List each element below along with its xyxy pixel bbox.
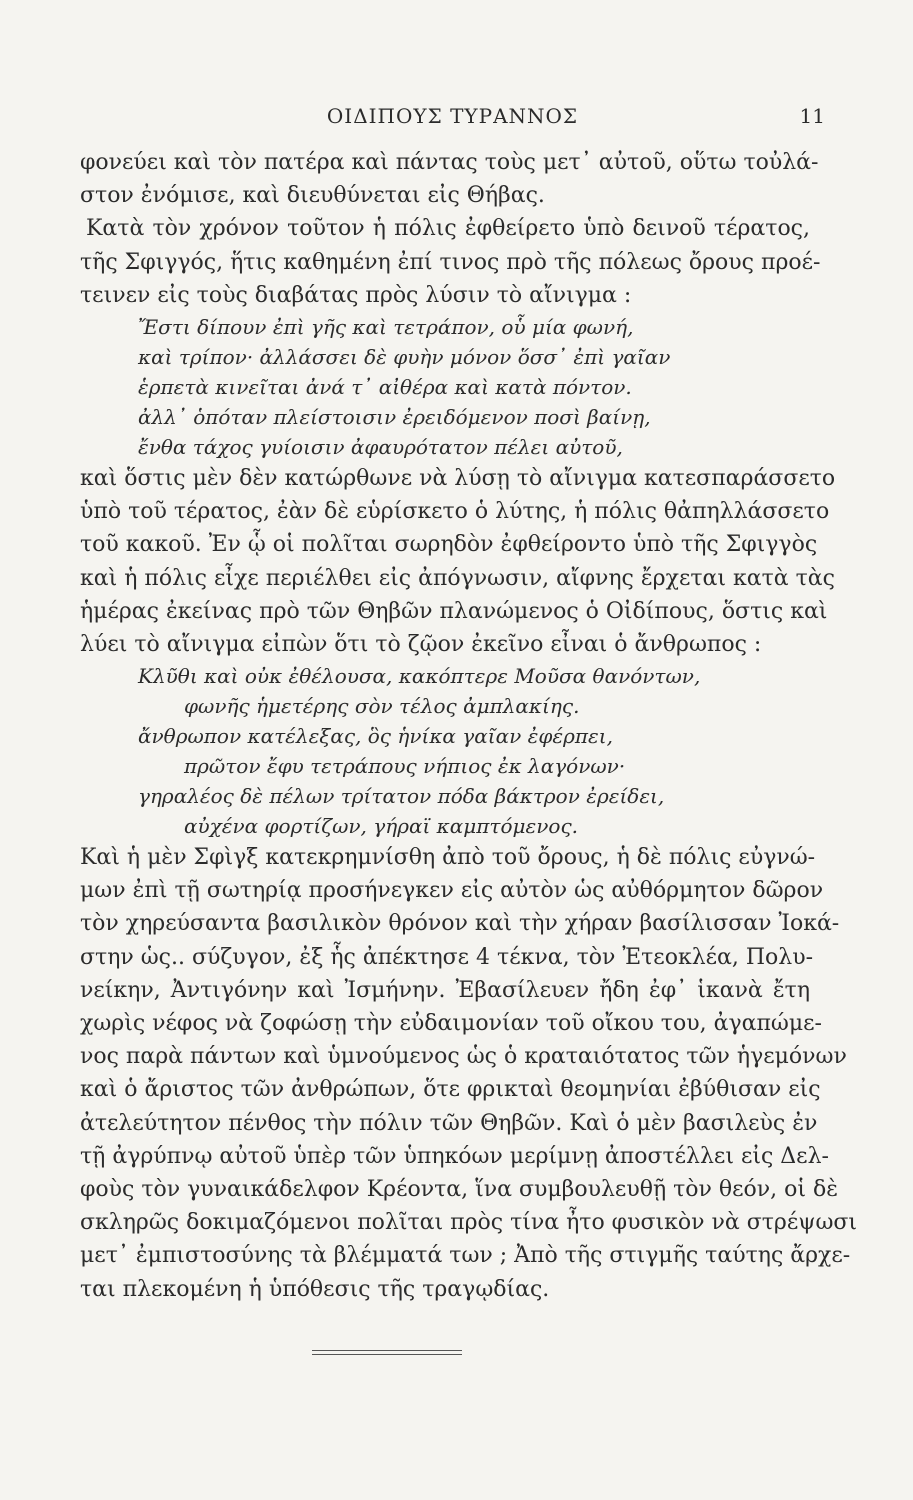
text-line: ἀτελεύτητον πένθος τὴν πόλιν τῶν Θηβῶν. Καὶ ὁ μὲν βασιλεὺς ἐν [80,1110,818,1136]
verse-line: ἄνθρωπον κατέλεξας, ὃς ἡνίκα γαῖαν ἐφέρπει, [138,724,613,749]
text-line: Καὶ ἡ μὲν Σφὶγξ κατεκρημνίσθη ἀπὸ τοῦ ὄρους, ἡ δὲ πόλις εὐγνώ- [80,845,816,871]
text-line: καὶ ὅστις μὲν δὲν κατώρθωνε νὰ λύσῃ τὸ αἴνιγμα κατεσπαράσσετο [80,465,836,491]
text-line: τῇ ἀγρύπνῳ αὐτοῦ ὑπὲρ τῶν ὑπηκόων μερίμνῃ ἀποστέλλει εἰς Δελ- [80,1143,829,1169]
text-line: φονεύει καὶ τὸν πατέρα καὶ πάντας τοὺς μετ᾽ αὐτοῦ, οὕτω τοὐλά- [80,150,819,175]
text-line: τοῦ κακοῦ. Ἐν ᾧ οἱ πολῖται σωρηδὸν ἐφθείροντο ὑπὸ τῆς Σφιγγὸς [80,532,818,558]
verse-line: ἑρπετὰ κινεῖται ἀνά τ᾽ αἰθέρα καὶ κατὰ πόντον. [138,374,632,399]
verse-line: Ἔστι δίπουν ἐπὶ γῆς καὶ τετράπον, οὗ μία φωνή, [138,314,634,339]
body-text [80,146,858,1306]
text-line: φοὺς τὸν γυναικάδελφον Κρέοντα, ἵνα συμβουλευθῇ τὸν θεόν, οἱ δὲ [80,1176,839,1202]
verse-line: ἔνθα τάχος γυίοισιν ἀφαυρότατον πέλει αὐτοῦ, [138,434,623,459]
text-line: τεινεν εἰς τοὺς διαβάτας πρὸς λύσιν τὸ αἴνιγμα : [80,282,632,308]
text-line: λύει τὸ αἴνιγμα εἰπὼν ὅτι τὸ ζῷον ἐκεῖνο εἶναι ὁ ἄνθρωπος : [80,631,762,657]
page-header [80,104,825,134]
verse-line: ἀλλ᾽ ὁπόταν πλείστοισιν ἐρειδόμενον ποσὶ βαίνῃ, [138,404,651,429]
text-line: στην ὡς.. σύζυγον, ἐξ ἧς ἀπέκτησε 4 τέκνα, τὸν Ἐτεοκλέα, Πολυ- [80,944,814,970]
text-line: στον ἐνόμισε, καὶ διευθύνεται εἰς Θήβας. [80,183,545,209]
page-number: 11 [799,104,825,128]
text-line: μετ᾽ ἐμπιστοσύνης τὰ βλέμματά των ; Ἀπὸ τῆς στιγμῆς ταύτης ἄρχε- [80,1243,851,1269]
text-line: νείκην, Ἀντιγόνην καὶ Ἰσμήνην. Ἐβασίλευεν ἤδη ἐφ᾽ ἱκανὰ ἔτη [80,977,810,1003]
verse-line: γηραλέος δὲ πέλων τρίτατον πόδα βάκτρον ἐρείδει, [138,784,665,809]
text-line: μων ἐπὶ τῇ σωτηρίᾳ προσήνεγκεν εἰς αὐτὸν ὡς αὐθόρμητον δῶρον [80,878,824,904]
verse-line: Κλῦθι καὶ οὐκ ἐθέλουσα, κακόπτερε Μοῦσα θανόντων, [138,664,701,689]
text-line: χωρὶς νέφος νὰ ζοφώσῃ τὴν εὐδαιμονίαν τοῦ οἴκου του, ἀγαπώμε- [80,1011,822,1036]
end-rule [312,1350,462,1355]
text-line: ἡμέρας ἐκείνας πρὸ τῶν Θηβῶν πλανώμενος ὁ Οἰδίπους, ὅστις καὶ [80,598,828,624]
text-line: καὶ ἡ πόλις εἶχε περιέλθει εἰς ἀπόγνωσιν, αἴφνης ἔρχεται κατὰ τὰς [80,565,835,591]
text-line: ται πλεκομένη ἡ ὑπόθεσις τῆς τραγῳδίας. [80,1276,550,1302]
verse-line: καὶ τρίπον· ἀλλάσσει δὲ φυὴν μόνον ὅσσ᾽ ἐπὶ γαῖαν [138,344,671,369]
text-line: καὶ ὁ ἄριστος τῶν ἀνθρώπων, ὅτε φρικταὶ θεομηνίαι ἐβύθισαν εἰς [80,1077,821,1103]
text-line: Κατὰ τὸν χρόνον τοῦτον ἡ πόλις ἐφθείρετο ὑπὸ δεινοῦ τέρατος, [86,216,810,242]
verse-line: πρῶτον ἔφυ τετράπους νήπιος ἐκ λαγόνων· [184,754,626,779]
running-title: ΟΙΔΙΠΟΥΣ ΤΥΡΑΝΝΟΣ [326,104,579,128]
text-line: νος παρὰ πάντων καὶ ὑμνούμενος ὡς ὁ κραταιότατος τῶν ἡγεμόνων [80,1044,847,1070]
verse-line: αὐχένα φορτίζων, γήραϊ καμπτόμενος. [184,814,579,839]
text-line: ὑπὸ τοῦ τέρατος, ἐὰν δὲ εὑρίσκετο ὁ λύτης, ἡ πόλις θἀπηλλάσσετο [80,499,830,525]
text-line: σκληρῶς δοκιμαζόμενοι πολῖται πρὸς τίνα ἦτο φυσικὸν νὰ στρέψωσι [80,1210,858,1236]
text-line: τῆς Σφιγγός, ἥτις καθημένη ἐπί τινος πρὸ τῆς πόλεως ὄρους προέ- [80,249,821,275]
text-line: τὸν χηρεύσαντα βασιλικὸν θρόνον καὶ τὴν χήραν βασίλισσαν Ἰοκά- [80,911,840,937]
verse-line: φωνῆς ἡμετέρης σὸν τέλος ἀμπλακίης. [184,694,580,719]
